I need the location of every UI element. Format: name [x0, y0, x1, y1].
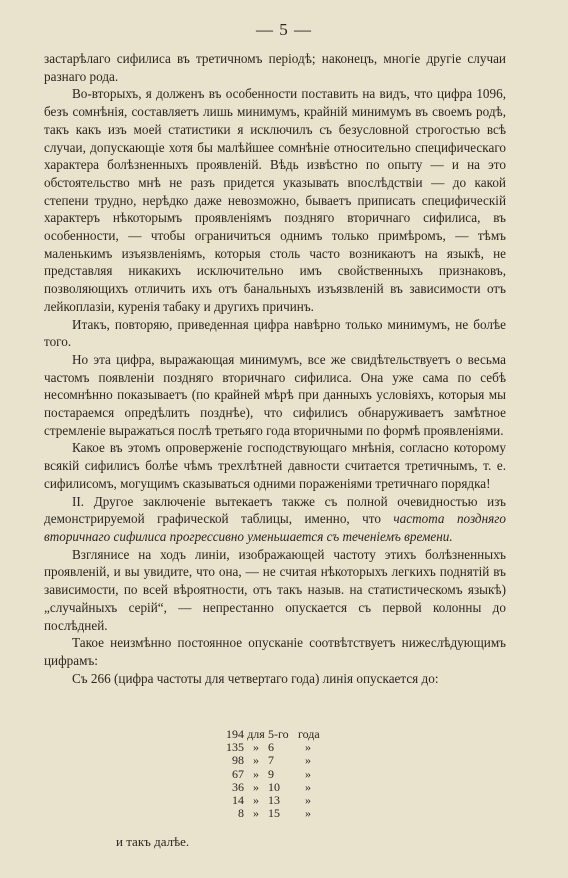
row-year: 9	[268, 766, 274, 781]
table-row	[216, 768, 318, 781]
row-year: 6	[268, 740, 274, 755]
row-value: 135	[226, 740, 244, 755]
paragraph-minimum: Итакъ, повторяю, приведенная цифра навѣрно только минимумъ, не болѣе того.	[44, 316, 506, 350]
row-value: 14	[232, 793, 244, 808]
row-mark: »	[305, 740, 311, 755]
row-mark: »	[305, 766, 311, 781]
paragraph-curve: Взглянисе на ходъ линіи, изображающей частоту этихъ болѣзненныхъ проявленій, и вы увидите, что она, — не считая нѣкоторыхъ легкихъ поднятій въ зависимости, по всей вѣроятности, отъ такъ назыв. на статистическомъ языкѣ) „случайныхъ серій“, — непрестанно опускается съ первой колонны до послѣдней.	[44, 546, 506, 633]
row-mark: года	[298, 727, 320, 741]
row-year: 15	[268, 806, 280, 821]
row-sep: »	[253, 740, 259, 755]
table-row	[216, 794, 318, 807]
row-sep: »	[253, 766, 259, 781]
table-intro: Съ 266 (цифра частоты для четвертаго года) линія опускается до:	[72, 670, 439, 686]
paragraph-second-conclusion	[44, 493, 506, 546]
row-year: 13	[268, 793, 280, 808]
row-value: 67	[232, 766, 244, 781]
row-value: 98	[232, 753, 244, 768]
row-value: 194	[226, 727, 244, 741]
row-sep: »	[253, 753, 259, 768]
paragraph-continued: застарѣлаго сифилиса въ третичномъ періодѣ; наконецъ, многіе другіе случаи разнаго рода.	[44, 51, 506, 84]
row-sep: »	[253, 806, 259, 821]
italic-conclusion: частота поздняго вторичнаго сифилиса прогрессивно уменьшается съ теченіемъ времени.	[44, 511, 507, 544]
row-mark: »	[305, 806, 311, 821]
paragraph-secondly: Во-вторыхъ, я долженъ въ особенности поставить на видъ, что цифра 1096, безъ сомнѣнія, составляетъ лишь минимумъ, крайній минимумъ въ своемъ родѣ, такъ какъ изъ моей статистики я исключилъ съ безусловной строгостью всѣ случаи, допускающіе хотя бы малѣйшее сомнѣніе относительно специфическаго характера болѣзненныхъ проявленій. Вѣдь извѣстно по опыту — и на это обстоятельство мнѣ не разъ придется указывать впослѣдствіи — до какой степени трудно, нерѣдко даже невозможно, бываетъ приписать специфическій характеръ нѣкоторымъ проявленіямъ поздняго вторичнаго сифилиса, въ особенности, — чтобы ограничиться однимъ только примѣромъ, — тѣмъ маленькимъ изъязвленіямъ, которыя столь часто возникаютъ на языкѣ, не представляя никакихъ исключительно имъ свойственныхъ признаковъ, позволяющихъ отличить ихъ отъ банальныхъ изъязвленій въ зависимости отъ лейкоплазіи, куренія табаку и другихъ причинъ.	[44, 86, 506, 314]
paragraph-refutation: Какое въ этомъ опроверженіе господствующаго мнѣнія, согласно которому всякій сифилисъ болѣе чѣмъ трехлѣтней давности считается третичнымъ, т. е. сифилисомъ, могущимъ сказываться одними пораженіями третичнаго порядка!	[44, 440, 506, 491]
frequency-table	[216, 728, 318, 820]
second-conclusion-text: II. Другое заключеніе вытекаетъ также съ полной очевидностью изъ демонстрируемой графической таблицы, именно, что	[44, 493, 506, 527]
row-sep: »	[253, 779, 259, 794]
row-mark: »	[305, 793, 311, 808]
table-row	[216, 807, 318, 820]
closing-text: и такъ далѣе.	[116, 834, 190, 849]
row-value: 8	[238, 806, 244, 821]
body-text	[44, 50, 506, 687]
row-value: 36	[232, 779, 244, 794]
paragraph-frequency: Но эта цифра, выражающая минимумъ, все же свидѣтельствуетъ о весьма частомъ появленіи поздняго вторичнаго сифилиса. Она уже сама по себѣ несомнѣнно показываетъ (по крайней мѣрѣ при данныхъ условіяхъ, которыя мы постараемся опредѣлить позднѣе), что сифилисъ обнаруживаетъ замѣтное стремленіе выражаться послѣ третьяго года вторичными по формѣ проявленіями.	[44, 351, 506, 438]
row-mark: »	[305, 753, 311, 768]
paragraph-decline: Такое неизмѣнно постоянное опусканіе соотвѣтствуетъ нижеслѣдующимъ цифрамъ:	[44, 635, 506, 668]
page-number: — 5 —	[256, 20, 312, 39]
row-sep: для	[247, 727, 265, 741]
table-row	[216, 754, 318, 767]
row-sep: »	[253, 793, 259, 808]
row-year: 5-го	[268, 727, 289, 741]
row-year: 10	[268, 779, 280, 794]
row-year: 7	[268, 753, 274, 768]
row-mark: »	[305, 779, 311, 794]
